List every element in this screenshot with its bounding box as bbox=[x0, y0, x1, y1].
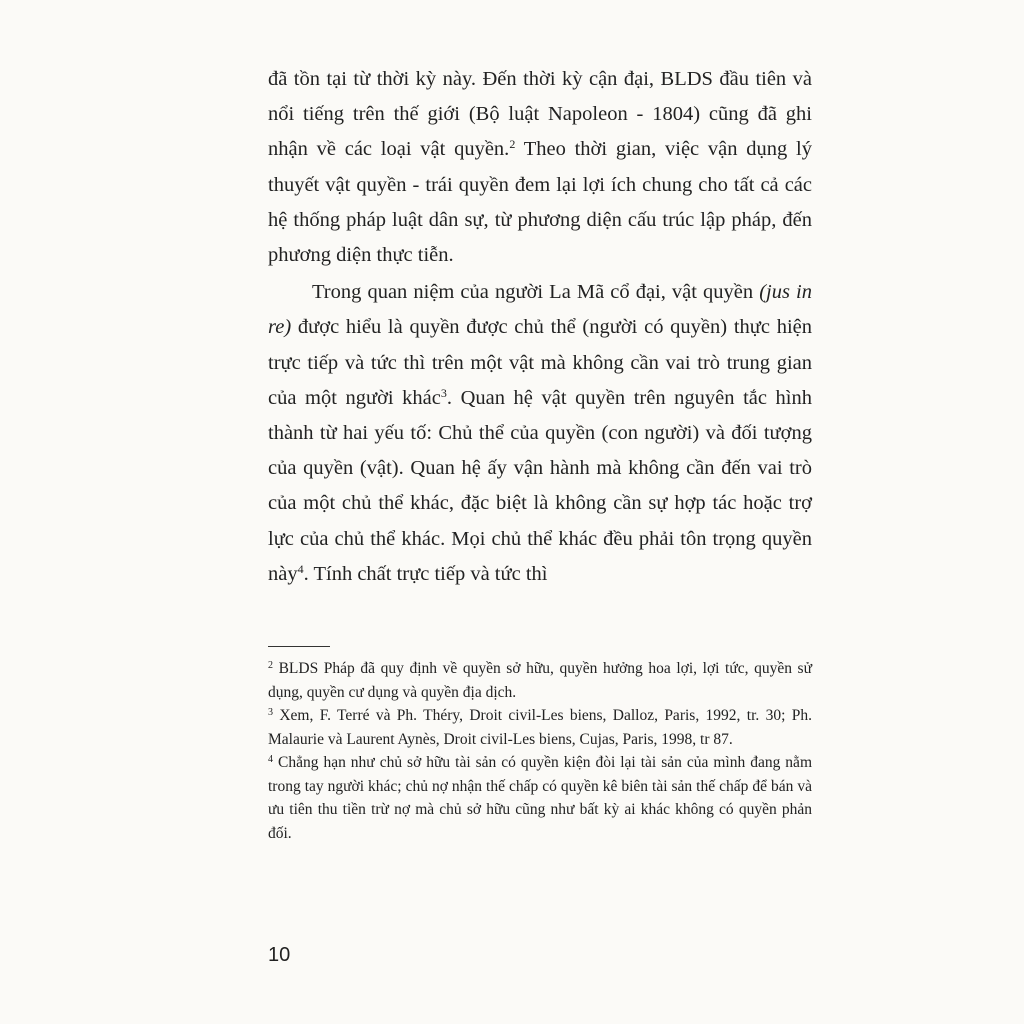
paragraph-2-text-b: được hiểu là quyền được chủ thể (người có quyền) thực hiện trực tiếp và tức thì trên một vật mà không cần vai trò trung gian của một người khác bbox=[268, 316, 812, 409]
footnote-4 bbox=[268, 751, 812, 845]
footnote-number: 2 bbox=[268, 660, 273, 672]
paragraph-2 bbox=[268, 275, 812, 592]
footnotes bbox=[268, 657, 812, 845]
footnote-number: 3 bbox=[268, 707, 273, 719]
footnote-2 bbox=[268, 657, 812, 704]
latin-term: (jus in re) bbox=[268, 281, 813, 339]
footnote-ref-4: 4 bbox=[297, 561, 304, 576]
paragraph-1-text-a: đã tồn tại từ thời kỳ này. Đến thời kỳ cận đại, BLDS đầu tiên và nổi tiếng trên thế giới (Bộ luật Napoleon - 1804) cũng đã ghi nhận về các loại vật quyền. bbox=[268, 68, 812, 161]
page-number: 10 bbox=[268, 944, 291, 966]
footnote-ref-2: 2 bbox=[509, 137, 516, 152]
paragraph-2-text-c: . Quan hệ vật quyền trên nguyên tắc hình thành từ hai yếu tố: Chủ thể của quyền (con người) và đối tượng của quyền (vật). Quan hệ ấy vận hành mà không cần đến vai trò của một chủ thể khác, đặc biệt là không cần sự hợp tác hoặc trợ lực của chủ thể khác. Mọi chủ thể khác đều phải tôn trọng quyền này bbox=[268, 386, 812, 585]
paragraph-2-text-a: Trong quan niệm của người La Mã cổ đại, vật quyền bbox=[312, 281, 760, 304]
paragraph-1-text-b: Theo thời gian, việc vận dụng lý thuyết vật quyền - trái quyền đem lại lợi ích chung cho tất cả các hệ thống pháp luật dân sự, từ phương diện cấu trúc lập pháp, đến phương diện thực tiễn. bbox=[268, 138, 812, 267]
paragraph-1 bbox=[268, 62, 812, 273]
footnote-text: Xem, F. Terré và Ph. Théry, Droit civil-Les biens, Dalloz, Paris, 1992, tr. 30; Ph. Malaurie và Laurent Aynès, Droit civil-Les biens, Cujas, Paris, 1998, tr 87. bbox=[268, 707, 812, 748]
book-page bbox=[268, 62, 812, 845]
footnote-ref-3: 3 bbox=[440, 385, 447, 400]
paragraph-2-text-d: . Tính chất trực tiếp và tức thì bbox=[303, 562, 548, 585]
footnote-text: BLDS Pháp đã quy định về quyền sở hữu, quyền hưởng hoa lợi, lợi tức, quyền sử dụng, quyền cư dụng và quyền địa dịch. bbox=[268, 660, 812, 701]
footnote-divider bbox=[268, 646, 330, 647]
footnote-3 bbox=[268, 704, 812, 751]
footnote-number: 4 bbox=[268, 754, 273, 766]
footnote-text: Chẳng hạn như chủ sở hữu tài sản có quyền kiện đòi lại tài sản của mình đang nằm trong tay người khác; chủ nợ nhận thế chấp có quyền kê biên tài sản thế chấp để bán và ưu tiên thu tiền trừ nợ mà chủ sở hữu cũng như bất kỳ ai khác không có quyền phản đối. bbox=[268, 754, 812, 842]
body-text bbox=[268, 62, 812, 592]
